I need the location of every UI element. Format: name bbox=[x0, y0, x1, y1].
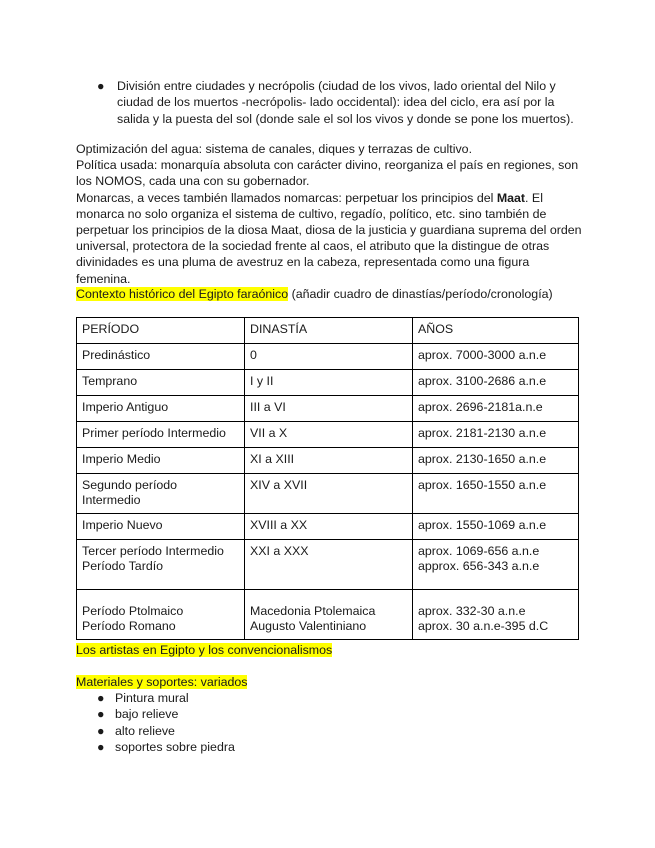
list-item bbox=[76, 739, 476, 755]
monarchs-text-end: . El monarca no solo organiza el sistema de cultivo, regadío, político, etc. sino también de perpetuar los principios de la diosa Maat, diosa de la justicia y guardiana suprema del orden universal, protectora de la sociedad frente al caos, el atributo que la distingue de otras divinidades es una pluma de avestruz en la cabeza, representada como una figura femenina. bbox=[76, 190, 582, 286]
list-item bbox=[76, 78, 586, 127]
list-item bbox=[76, 706, 476, 722]
cell-period-line: Tercer período Intermedio bbox=[82, 544, 224, 558]
monarchs-text-start: Monarcas, a veces también llamados nomarcas: perpetuar los principios del bbox=[76, 190, 497, 205]
bullet-dot: ● bbox=[97, 79, 105, 93]
table-row bbox=[77, 474, 579, 514]
materials-heading bbox=[76, 674, 247, 690]
cell-years: aprox. 7000-3000 a.n.e bbox=[413, 344, 579, 370]
cell-years: aprox. 3100-2686 a.n.e bbox=[413, 370, 579, 396]
cell-period: Primer período Intermedio bbox=[77, 422, 245, 448]
cell-dynasty: XXI a XXX bbox=[245, 540, 413, 590]
cell-years bbox=[413, 540, 579, 590]
artists-heading bbox=[76, 642, 332, 658]
cell-period: Temprano bbox=[77, 370, 245, 396]
bullet-dot: ● bbox=[97, 691, 105, 705]
material-text: soportes sobre piedra bbox=[115, 739, 235, 754]
table-row bbox=[77, 396, 579, 422]
table-row bbox=[77, 344, 579, 370]
context-heading bbox=[76, 286, 553, 302]
table-row bbox=[77, 540, 579, 590]
paragraph-politics: Política usada: monarquía absoluta con carácter divino, reorganiza el país en regiones, son los NOMOS, cada una con su gobernador. bbox=[76, 158, 579, 189]
cell-dynasty: VII a X bbox=[245, 422, 413, 448]
cell-years-line: aprox. 30 a.n.e-395 d.C bbox=[418, 619, 549, 633]
maat-bold-term: Maat bbox=[496, 190, 526, 205]
cell-period: Segundo período Intermedio bbox=[77, 474, 245, 514]
cell-dynasty-line: Macedonia Ptolemaica bbox=[250, 604, 376, 618]
cell-period: Predinástico bbox=[77, 344, 245, 370]
cell-years bbox=[413, 590, 579, 640]
table-row bbox=[77, 590, 579, 640]
cell-dynasty: III a VI bbox=[245, 396, 413, 422]
cell-years: aprox. 1650-1550 a.n.e bbox=[413, 474, 579, 514]
bullet-dot: ● bbox=[97, 723, 105, 738]
cell-years-line: aprox. 1069-656 a.n.e bbox=[418, 544, 540, 558]
material-text: bajo relieve bbox=[115, 707, 179, 722]
cell-period: Imperio Nuevo bbox=[77, 514, 245, 540]
header-dynasty: DINASTÍA bbox=[245, 318, 413, 344]
cell-dynasty bbox=[245, 590, 413, 640]
cell-period-line: Período Romano bbox=[82, 619, 176, 633]
context-paragraphs bbox=[76, 141, 586, 287]
cell-period-line: Período Tardío bbox=[82, 559, 164, 573]
cell-period bbox=[77, 540, 245, 590]
top-bullet-list bbox=[76, 78, 586, 127]
table-row bbox=[77, 514, 579, 540]
artists-heading-highlight: Los artistas en Egipto y los convencionalismos bbox=[76, 643, 333, 657]
table-row bbox=[77, 448, 579, 474]
list-item bbox=[76, 690, 476, 706]
table-header-row bbox=[77, 318, 579, 344]
cell-years-line: approx. 656-343 a.n.e bbox=[418, 559, 540, 573]
context-heading-note: (añadir cuadro de dinastías/período/cronología) bbox=[288, 287, 553, 301]
cell-dynasty: 0 bbox=[245, 344, 413, 370]
cell-years: aprox. 1550-1069 a.n.e bbox=[413, 514, 579, 540]
materials-heading-highlight: Materiales y soportes: variados bbox=[76, 675, 248, 689]
cell-period: Imperio Antiguo bbox=[77, 396, 245, 422]
material-text: alto relieve bbox=[115, 723, 175, 738]
material-text: Pintura mural bbox=[115, 691, 189, 705]
materials-list bbox=[76, 690, 476, 755]
cell-dynasty: XI a XIII bbox=[245, 448, 413, 474]
cell-years-line: aprox. 332-30 a.n.e bbox=[418, 604, 526, 618]
dynasty-table bbox=[76, 317, 579, 640]
cell-dynasty: XIV a XVII bbox=[245, 474, 413, 514]
bullet-dot: ● bbox=[97, 707, 105, 722]
table-row bbox=[77, 370, 579, 396]
cell-period-line: Período Ptolmaico bbox=[82, 604, 184, 618]
cell-dynasty: XVIII a XX bbox=[245, 514, 413, 540]
bullet-dot: ● bbox=[97, 739, 105, 754]
paragraph-monarchs bbox=[76, 190, 586, 287]
list-item bbox=[76, 723, 476, 739]
paragraph-water: Optimización del agua: sistema de canales, diques y terrazas de cultivo. bbox=[76, 142, 473, 156]
cell-years: aprox. 2696-2181a.n.e bbox=[413, 396, 579, 422]
header-period: PERÍODO bbox=[77, 318, 245, 344]
cell-years: aprox. 2130-1650 a.n.e bbox=[413, 448, 579, 474]
bullet-text: División entre ciudades y necrópolis (ciudad de los vivos, lado oriental del Nilo y ciudad de los muertos -necrópolis- lado occidental): idea del ciclo, era así por la salida y la puesta del sol (donde sale el sol los vivos y donde se pone los muertos). bbox=[117, 79, 574, 126]
header-years: AÑOS bbox=[413, 318, 579, 344]
cell-years: aprox. 2181-2130 a.n.e bbox=[413, 422, 579, 448]
cell-dynasty-line: Augusto Valentiniano bbox=[250, 619, 367, 633]
cell-period: Imperio Medio bbox=[77, 448, 245, 474]
table-row bbox=[77, 422, 579, 448]
cell-dynasty: I y II bbox=[245, 370, 413, 396]
context-heading-highlight: Contexto histórico del Egipto faraónico bbox=[76, 287, 289, 301]
cell-period bbox=[77, 590, 245, 640]
